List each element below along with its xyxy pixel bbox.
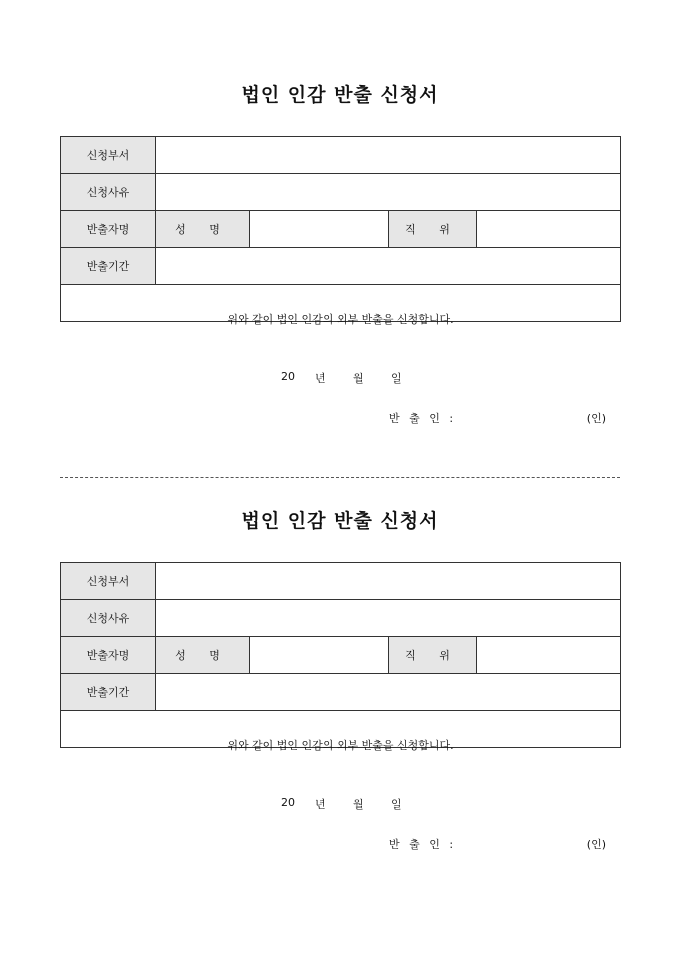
department-field[interactable] (156, 563, 621, 600)
row-declaration (61, 285, 621, 322)
row-period (61, 248, 621, 285)
name-field[interactable] (250, 637, 389, 674)
form-table (60, 562, 621, 851)
cut-line (60, 477, 620, 478)
day-label: 일 (391, 372, 402, 385)
label-department: 신청부서 (61, 563, 156, 600)
form-table (60, 136, 621, 425)
month-label: 월 (353, 372, 364, 385)
applicant-label: 반 출 인 : (389, 412, 457, 425)
row-carrier (61, 211, 621, 248)
label-carrier: 반출자명 (61, 211, 156, 248)
row-reason (61, 174, 621, 211)
position-field[interactable] (477, 211, 621, 248)
row-department (61, 563, 621, 600)
label-carrier: 반출자명 (61, 637, 156, 674)
applicant-label: 반 출 인 : (389, 838, 457, 851)
position-field[interactable] (477, 637, 621, 674)
row-declaration (61, 711, 621, 748)
row-carrier (61, 637, 621, 674)
name-field[interactable] (250, 211, 389, 248)
reason-field[interactable] (156, 600, 621, 637)
reason-field[interactable] (156, 174, 621, 211)
label-period: 반출기간 (61, 248, 156, 285)
label-reason: 신청사유 (61, 174, 156, 211)
form-title: 법인 인감 반출 신청서 (241, 84, 439, 106)
seal-mark: (인) (586, 838, 606, 851)
declaration-text: 위와 같이 법인 인감의 외부 반출을 신청합니다. (227, 313, 454, 326)
declaration-box (61, 285, 621, 425)
seal-mark: (인) (586, 412, 606, 425)
label-reason: 신청사유 (61, 600, 156, 637)
year-label: 년 (315, 372, 326, 385)
declaration-text: 위와 같이 법인 인감의 외부 반출을 신청합니다. (227, 739, 454, 752)
day-label: 일 (391, 798, 402, 811)
label-name: 성 명 (156, 211, 250, 248)
row-period (61, 674, 621, 711)
year-prefix: 20 (281, 796, 295, 809)
year-label: 년 (315, 798, 326, 811)
row-reason (61, 600, 621, 637)
label-department: 신청부서 (61, 137, 156, 174)
label-name: 성 명 (156, 637, 250, 674)
label-period: 반출기간 (61, 674, 156, 711)
period-field[interactable] (156, 248, 621, 285)
row-department (61, 137, 621, 174)
period-field[interactable] (156, 674, 621, 711)
year-prefix: 20 (281, 370, 295, 383)
form-title: 법인 인감 반출 신청서 (241, 510, 439, 532)
label-position: 직 위 (389, 637, 477, 674)
department-field[interactable] (156, 137, 621, 174)
month-label: 월 (353, 798, 364, 811)
label-position: 직 위 (389, 211, 477, 248)
declaration-box (61, 711, 621, 851)
